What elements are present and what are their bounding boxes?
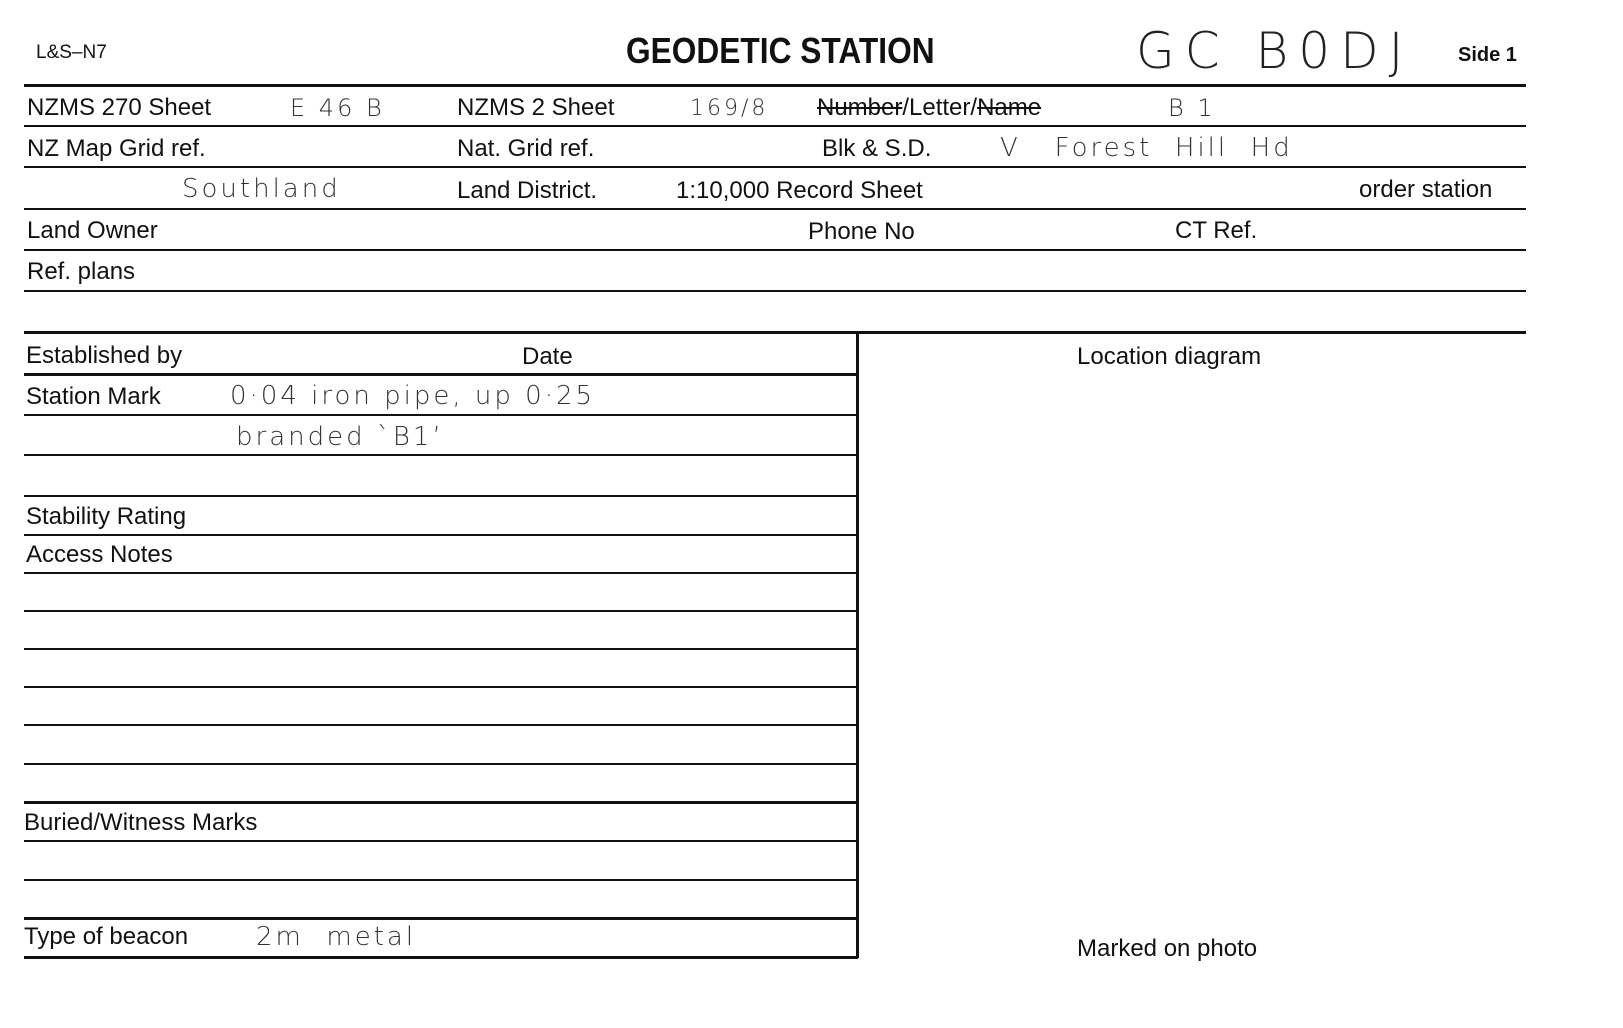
station-mark-label: Station Mark — [26, 383, 161, 410]
buried-witness-label: Buried/Witness Marks — [24, 809, 258, 836]
left-rule-8 — [24, 648, 858, 650]
nzms2-label: NZMS 2 Sheet — [457, 94, 615, 121]
number-struck: Number — [817, 94, 903, 121]
ref-plans-label: Ref. plans — [27, 258, 136, 285]
beacon-type-label: Type of beacon — [24, 923, 189, 950]
location-diagram-label: Location diagram — [1077, 343, 1262, 370]
nzms2-value: 169/8 — [690, 96, 769, 121]
established-by-label: Established by — [26, 342, 183, 369]
side-label: Side 1 — [1458, 44, 1517, 66]
nzms270-label: NZMS 270 Sheet — [27, 94, 212, 121]
row-rule-5 — [24, 290, 1526, 292]
land-district-value: Southland — [182, 174, 341, 204]
phone-no-label: Phone No — [808, 218, 915, 245]
form-code: L&S–N7 — [36, 42, 107, 63]
number-letter-name-label — [817, 96, 1041, 120]
record-sheet-label: 1:10,000 Record Sheet — [676, 177, 923, 204]
left-rule-7 — [24, 610, 858, 612]
section-rule — [24, 331, 1526, 334]
left-rule-11 — [24, 763, 858, 765]
station-code: GC B0DJ — [1136, 22, 1414, 80]
row-rule-1 — [24, 125, 1526, 127]
row-rule-3 — [24, 208, 1526, 210]
stability-rating-label: Stability Rating — [26, 503, 187, 530]
land-owner-label: Land Owner — [27, 217, 158, 244]
order-station-label: order station — [1359, 176, 1493, 203]
left-rule-5 — [24, 534, 858, 536]
name-struck: Name — [977, 94, 1042, 121]
left-rule-16 — [24, 956, 858, 959]
left-rule-6 — [24, 572, 858, 574]
beacon-type-value: 2m metal — [256, 922, 417, 952]
header-rule — [24, 84, 1526, 87]
left-rule-3 — [24, 454, 858, 456]
left-rule-1 — [24, 373, 858, 376]
row-rule-2 — [24, 166, 1526, 168]
blk-sd-value: V Forest Hill Hd — [1000, 133, 1293, 163]
left-rule-4 — [24, 495, 858, 497]
form-title: GEODETIC STATION — [626, 30, 935, 71]
access-notes-label: Access Notes — [26, 541, 173, 568]
ct-ref-label: CT Ref. — [1175, 217, 1258, 244]
left-rule-13 — [24, 840, 858, 842]
left-rule-10 — [24, 724, 858, 726]
date-label: Date — [522, 343, 573, 370]
row-rule-4 — [24, 249, 1526, 251]
left-rule-9 — [24, 686, 858, 688]
left-rule-15 — [24, 917, 858, 920]
map-grid-ref-label: NZ Map Grid ref. — [27, 135, 206, 162]
nat-grid-ref-label: Nat. Grid ref. — [457, 135, 595, 162]
panel-divider — [856, 331, 859, 958]
left-rule-12 — [24, 801, 858, 804]
land-district-label: Land District. — [457, 177, 598, 204]
station-mark-line-1: 0·04 iron pipe, up 0·25 — [230, 381, 596, 411]
left-rule-2 — [24, 414, 858, 416]
blk-sd-label: Blk & S.D. — [822, 135, 932, 162]
station-mark-line-2: branded `B1’ — [236, 422, 444, 452]
letter-label: /Letter/ — [902, 94, 978, 121]
nzms270-value: E 46 B — [290, 94, 385, 122]
letter-value: B 1 — [1168, 94, 1216, 122]
left-rule-14 — [24, 879, 858, 881]
marked-on-photo-label: Marked on photo — [1077, 935, 1258, 962]
